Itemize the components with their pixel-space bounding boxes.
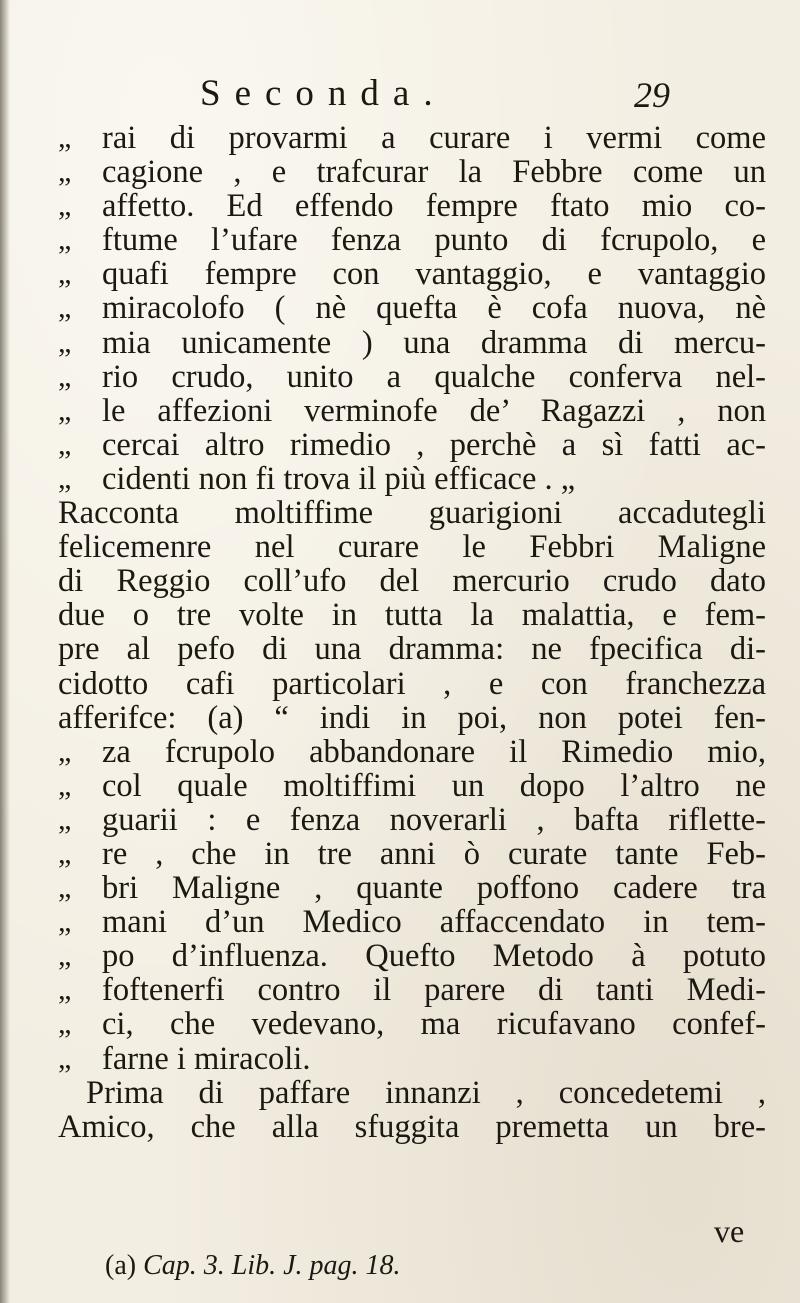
line-text: Racconta moltiffime guarigioni accadutegli (58, 495, 766, 532)
line-text: col quale moltiffimi un dopo l’altro ne (102, 767, 766, 804)
line-text: miracolofo ( nè quefta è cofa nuova, nè (102, 290, 766, 327)
text-line (58, 530, 766, 564)
line-text: cagione , e trafcurar la Febbre come un (102, 154, 766, 191)
text-line (58, 632, 766, 666)
text-line (58, 496, 766, 530)
line-text: afferifce: (a) “ indi in poi, non potei fen- (58, 699, 766, 736)
text-line (58, 1042, 766, 1076)
line-text: le affezioni verminofe de’ Ragazzi , non (102, 392, 766, 429)
quote-mark: „ (58, 257, 72, 291)
quote-mark: „ (58, 325, 72, 359)
text-line (58, 394, 766, 428)
line-text: mani d’un Medico affaccendato in tem- (102, 904, 766, 941)
running-title: Seconda. (200, 73, 447, 114)
quote-mark: „ (58, 1041, 72, 1075)
line-text: ftume l’ufare fenza punto di fcrupolo, e (102, 222, 766, 259)
line-text: mia unicamente ) una dramma di mercu- (102, 324, 766, 361)
text-line (58, 803, 766, 837)
line-text: ci, che vedevano, ma ricufavano confef- (102, 1006, 766, 1043)
quote-mark: „ (58, 189, 72, 223)
text-line (58, 1007, 766, 1041)
text-line (58, 1110, 766, 1144)
text-line (58, 939, 766, 973)
line-text: felicemenre nel curare le Febbri Maligne (58, 529, 766, 566)
quote-mark: „ (58, 461, 72, 495)
text-line (58, 871, 766, 905)
text-line (58, 1076, 766, 1110)
quote-mark: „ (58, 768, 72, 802)
text-line (58, 189, 766, 223)
page-header (200, 72, 670, 118)
text-line (58, 564, 766, 598)
text-line (58, 121, 766, 155)
quote-mark: „ (58, 939, 72, 973)
text-line (58, 428, 766, 462)
text-line (58, 257, 766, 291)
line-text: affetto. Ed effendo fempre ftato mio co- (102, 188, 766, 225)
line-text: rai di provarmi a curare i vermi come (102, 120, 766, 156)
quote-mark: „ (58, 393, 72, 427)
quote-mark: „ (58, 427, 72, 461)
text-line (58, 905, 766, 939)
footnote-mark: (a) (105, 1250, 137, 1281)
line-text: foftenerfi contro il parere di tanti Medi- (102, 972, 766, 1009)
line-text: po d’influenza. Quefto Metodo à potuto (102, 938, 766, 975)
line-text: rio crudo, unito a qualche conferva nel- (102, 358, 766, 395)
quote-mark: „ (58, 802, 72, 836)
line-text: cercai altro rimedio , perchè a sì fatti ac- (102, 426, 766, 463)
line-text: bri Maligne , quante poffono cadere tra (102, 870, 766, 907)
body-text (58, 121, 766, 1144)
text-line (58, 462, 766, 496)
text-line (58, 155, 766, 189)
line-text: quafi fempre con vantaggio, e vantaggio (102, 256, 766, 293)
quote-mark: „ (58, 734, 72, 768)
quote-mark: „ (58, 223, 72, 257)
quote-mark: „ (58, 1007, 72, 1041)
quote-mark: „ (58, 836, 72, 870)
line-text: due o tre volte in tutta la malattia, e fem- (58, 597, 766, 634)
quote-mark: „ (58, 871, 72, 905)
line-text: re , che in tre anni ò curate tante Feb- (102, 835, 766, 872)
text-line (58, 701, 766, 735)
text-line (58, 667, 766, 701)
line-text: Prima di paffare innanzi , concedetemi , (86, 1074, 766, 1111)
line-text: pre al pefo di una dramma: ne fpecifica di- (58, 631, 766, 668)
quote-mark: „ (58, 155, 72, 189)
line-text: Amico, che alla sfuggita premetta un bre- (58, 1108, 766, 1145)
text-line (58, 598, 766, 632)
quote-mark: „ (58, 905, 72, 939)
text-line (58, 769, 766, 803)
text-line (58, 291, 766, 325)
page-number: 29 (634, 75, 670, 115)
text-line (58, 360, 766, 394)
footnote (105, 1250, 401, 1282)
quote-mark: „ (58, 973, 72, 1007)
line-text: di Reggio coll’ufo del mercurio crudo dato (58, 563, 766, 600)
line-text: za fcrupolo abbandonare il Rimedio mio, (102, 733, 766, 770)
line-text: cidenti non fi trova il più efficace . „ (102, 460, 576, 497)
text-line (58, 735, 766, 769)
quote-mark: „ (58, 121, 72, 154)
quote-mark: „ (58, 291, 72, 325)
line-text: cidotto cafi particolari , e con franchezza (58, 665, 766, 702)
text-line (58, 223, 766, 257)
line-text: farne i miracoli. (102, 1040, 311, 1077)
binding-shadow (0, 0, 10, 1303)
catchword: ve (714, 1213, 745, 1249)
line-text: guarii : e fenza noverarli , bafta riflette- (102, 801, 766, 838)
footnote-text: Cap. 3. Lib. J. pag. 18. (143, 1250, 401, 1281)
quote-mark: „ (58, 359, 72, 393)
text-line (58, 973, 766, 1007)
text-line (58, 837, 766, 871)
text-line (58, 326, 766, 360)
